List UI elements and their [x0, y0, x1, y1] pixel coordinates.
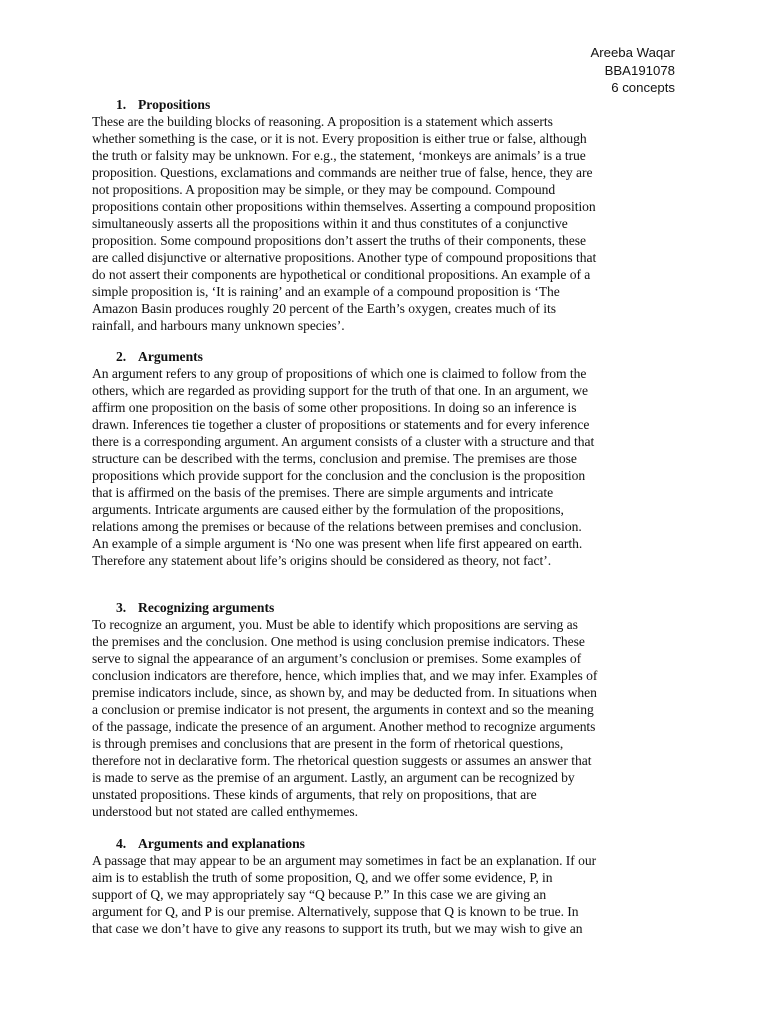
- paragraph-line: there is a corresponding argument. An argument consists of a cluster with a structure and that: [92, 434, 595, 449]
- section-number: 3.: [116, 600, 127, 615]
- paragraph-line: propositions which provide support for the conclusion and the conclusion is the proposition: [92, 468, 586, 483]
- document-subtitle: 6 concepts: [611, 80, 675, 95]
- paragraph-line: therefore not in declarative form. The rhetorical question suggests or assumes an answer that: [92, 753, 592, 768]
- paragraph-line: rainfall, and harbours many unknown species’.: [92, 318, 345, 333]
- section-recognizing-arguments: [92, 599, 680, 820]
- paragraph-line: is through premises and conclusions that are present in the form of rhetorical questions,: [92, 736, 564, 751]
- paragraph-line: premise indicators include, since, as shown by, and may be deducted from. In situations when: [92, 685, 597, 700]
- paragraph-line: understood but not stated are called enthymemes.: [92, 804, 358, 819]
- section-paragraph: [92, 852, 680, 937]
- paragraph-line: drawn. Inferences tie together a cluster of propositions or statements and for every inference: [92, 417, 590, 432]
- paragraph-line: do not assert their components are hypothetical or conditional propositions. An example of a: [92, 267, 591, 282]
- section-number: 2.: [116, 349, 127, 364]
- section-paragraph: [92, 113, 680, 334]
- paragraph-line: unstated propositions. These kinds of arguments, that rely on propositions, that are: [92, 787, 537, 802]
- section-number: 1.: [116, 97, 127, 112]
- paragraph-line: aim is to establish the truth of some proposition, Q, and we offer some evidence, P, in: [92, 870, 553, 885]
- paragraph-line: proposition. Questions, exclamations and commands are neither true of false, hence, they are: [92, 165, 593, 180]
- paragraph-line: conclusion indicators are therefore, hence, which implies that, and we may infer. Examples of: [92, 668, 598, 683]
- section-propositions: [92, 96, 680, 334]
- paragraph-line: support of Q, we may appropriately say “Q because P.” In this case we are giving an: [92, 887, 547, 902]
- author-name: Areeba Waqar: [590, 45, 675, 60]
- section-title: Propositions: [138, 97, 211, 112]
- section-heading: [116, 599, 680, 616]
- paragraph-line: the truth or falsity may be unknown. For e.g., the statement, ‘monkeys are animals’ is a true: [92, 148, 586, 163]
- paragraph-line: affirm one proposition on the basis of some other propositions. In doing so an inference is: [92, 400, 577, 415]
- paragraph-line: the premises and the conclusion. One method is using conclusion premise indicators. These: [92, 634, 585, 649]
- section-arguments: [92, 348, 680, 569]
- paragraph-line: others, which are regarded as providing support for the truth of that one. In an argument, we: [92, 383, 589, 398]
- section-number: 4.: [116, 836, 127, 851]
- section-heading: [116, 96, 680, 113]
- paragraph-line: To recognize an argument, you. Must be able to identify which propositions are serving as: [92, 617, 578, 632]
- paragraph-line: Amazon Basin produces roughly 20 percent of the Earth’s oxygen, creates much of its: [92, 301, 556, 316]
- section-paragraph: [92, 616, 680, 820]
- section-paragraph: [92, 365, 680, 569]
- paragraph-line: A passage that may appear to be an argument may sometimes in fact be an explanation. If our: [92, 853, 597, 868]
- section-title: Arguments and explanations: [138, 836, 305, 851]
- paragraph-line: An argument refers to any group of propositions of which one is claimed to follow from the: [92, 366, 587, 381]
- paragraph-line: arguments. Intricate arguments are caused either by the formulation of the propositions,: [92, 502, 564, 517]
- paragraph-line: whether something is the case, or it is not. Every proposition is either true or false, although: [92, 131, 587, 146]
- section-arguments-and-explanations: [92, 835, 680, 937]
- student-id: BBA191078: [604, 62, 675, 78]
- paragraph-line: not propositions. A proposition may be simple, or they may be compound. Compound: [92, 182, 556, 197]
- paragraph-line: Therefore any statement about life’s origins should be considered as theory, not fact’.: [92, 553, 552, 568]
- section-title: Arguments: [138, 349, 203, 364]
- section-title: Recognizing arguments: [138, 600, 275, 615]
- paragraph-line: relations among the premises or because of the relations between premises and conclusion.: [92, 519, 582, 534]
- paragraph-line: of the passage, indicate the presence of an argument. Another method to recognize arguments: [92, 719, 596, 734]
- paragraph-line: simple proposition is, ‘It is raining’ and an example of a compound proposition is ‘The: [92, 284, 560, 299]
- paragraph-line: a conclusion or premise indicator is not present, the arguments in context and so the meaning: [92, 702, 594, 717]
- paragraph-line: that is affirmed on the basis of the premises. There are simple arguments and intricate: [92, 485, 554, 500]
- paragraph-line: propositions contain other propositions within themselves. Asserting a compound proposition: [92, 199, 596, 214]
- paragraph-line: structure can be described with the terms, conclusion and premise. The premises are those: [92, 451, 577, 466]
- section-heading: [116, 348, 680, 365]
- paragraph-line: These are the building blocks of reasoning. A proposition is a statement which asserts: [92, 114, 553, 129]
- paragraph-line: that case we don’t have to give any reasons to support its truth, but we may wish to give an: [92, 921, 583, 936]
- paragraph-line: An example of a simple argument is ‘No one was present when life first appeared on earth.: [92, 536, 583, 551]
- paragraph-line: simultaneously asserts all the propositions within it and thus constitutes of a conjunctive: [92, 216, 568, 231]
- paragraph-line: argument for Q, and P is our premise. Alternatively, suppose that Q is known to be true. In: [92, 904, 579, 919]
- paragraph-line: serve to signal the appearance of an argument’s conclusion or premises. Some examples of: [92, 651, 582, 666]
- section-heading: [116, 835, 680, 852]
- paragraph-line: proposition. Some compound propositions don’t assert the truths of their components, these: [92, 233, 587, 248]
- author-header: [590, 44, 675, 97]
- paragraph-line: are called disjunctive or alternative propositions. Another type of compound propositions that: [92, 250, 597, 265]
- paragraph-line: is made to serve as the premise of an argument. Lastly, an argument can be recognized by: [92, 770, 575, 785]
